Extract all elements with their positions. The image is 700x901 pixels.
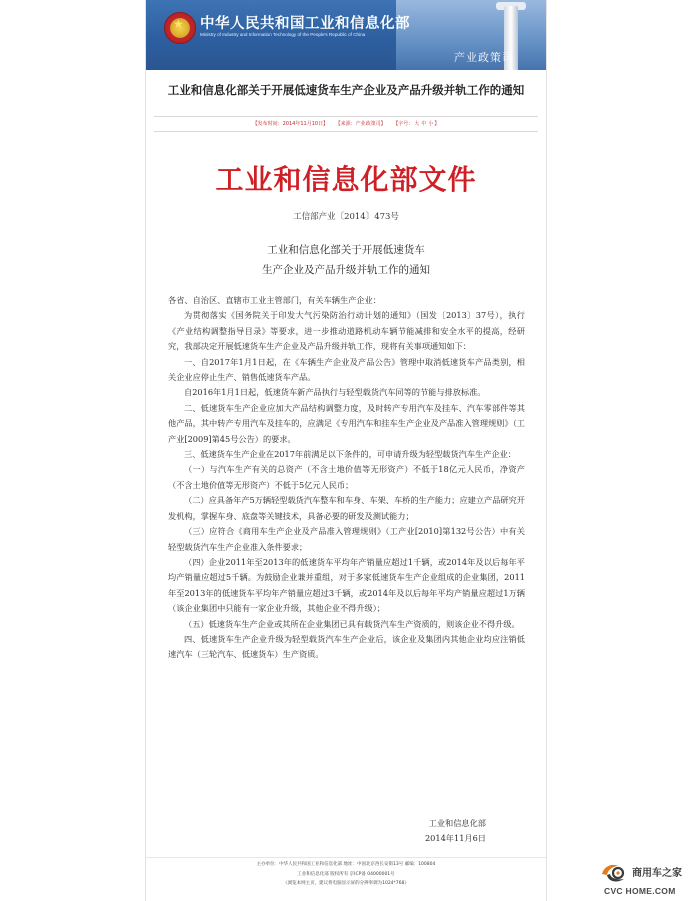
salutation: 各省、自治区、直辖市工业主管部门，有关车辆生产企业： (168, 295, 381, 305)
department-name: 产业政策司 (454, 51, 514, 64)
paragraph: （二）应具备年产5万辆轻型载货汽车整车和车身、车架、车桥的生产能力；应建立产品研究开发机构，掌握车身、底盘等关键技术，具备必要的研发及测试能力； (168, 495, 525, 521)
paragraph: （一）与汽车生产有关的总资产（不含土地价值等无形资产）不低于18亿元人民币，净资产（不含土地价值等无形资产）不低于5亿元人民币； (168, 464, 525, 490)
footer-line-resolution: 《浏览本网主页，建议将电脑显示屏的分辨率调为1024*768》 (283, 881, 409, 886)
publish-source: 【来源：产业政策司】 (335, 121, 386, 127)
document-body (168, 293, 525, 663)
font-size-large-link[interactable]: 大 (414, 121, 420, 127)
watermark-logo-icon (598, 860, 632, 886)
paragraph: （三）应符合《商用车生产企业及产品准入管理规则》（工产业[2010]第132号公告）中有关轻型载货汽车生产企业准入条件要求； (168, 526, 525, 552)
paragraph: 自2016年1月1日起，低速货车新产品执行与轻型载货汽车同等的节能与排放标准。 (184, 387, 486, 398)
ministry-english-title: Ministry of Industry and Information Technology of the People's Republic of China (200, 32, 366, 37)
font-size-end: 】 (434, 121, 440, 127)
paragraph: 二、低速货车生产企业应加大产品结构调整力度，及时转产专用汽车及挂车、汽车零部件等其他产品，其中转产专用汽车及挂车的，应满足《专用汽车和挂车生产企业及产品准入管理规则》（工产业[2009]第45号公告）的要求。 (168, 402, 525, 444)
page-footer (146, 857, 546, 889)
watermark-en: CVC HOME.COM (604, 886, 676, 896)
signature-date: 2014年11月6日 (424, 833, 486, 843)
font-size-switcher (393, 121, 439, 127)
document-page (145, 0, 547, 901)
ministry-title: 中华人民共和国工业和信息化部 (200, 16, 410, 32)
signature-block (146, 816, 486, 846)
paragraph: （四）企业2011年至2013年的低速货车平均年产销量应超过1千辆，或2014年及以后每年平均产销量应超过5千辆。为鼓励企业兼并重组，对于多家低速货车生产企业组成的企业集团，2011年至2013年的低速货车平均年产销量应超过3千辆，或2014年及以后每年平均产销量应超过1万辆（该企业集团中只能有一家企业升级，其他企业不得升级）； (168, 556, 525, 614)
paragraph: 三、低速货车生产企业在2017年前满足以下条件的，可申请升级为轻型载货汽车生产企业： (184, 449, 516, 460)
document-title-line1: 工业和信息化部关于开展低速货车 (267, 244, 425, 256)
font-size-label: 【字号： (393, 121, 414, 127)
notice-heading: 工业和信息化部关于开展低速货车生产企业及产品升级并轨工作的通知 (167, 83, 525, 97)
watermark (598, 856, 698, 900)
paragraph: 为贯彻落实《国务院关于印发大气污染防治行动计划的通知》（国发〔2013〕37号），执行《产业结构调整指导目录》等要求，进一步推动道路机动车辆节能减排和安全水平的提高，经研究，我部决定开展低速货车生产企业及产品升级并轨工作，现将有关事项通知如下： (168, 310, 525, 352)
document-title-line2: 生产企业及产品升级并轨工作的通知 (262, 264, 430, 276)
meta-bar (154, 116, 538, 132)
document-header: 工业和信息化部文件 (215, 163, 477, 196)
paragraph: 一、自2017年1月1日起，在《车辆生产企业及产品公告》管理中取消低速货车产品类别，相关企业应停止生产、销售低速货车产品。 (168, 356, 525, 383)
watermark-cn: 商用车之家 (632, 868, 682, 879)
site-banner (146, 0, 546, 70)
publish-date: 【发布时间：2014年11月10日】 (252, 121, 329, 127)
signature-org: 工业和信息化部 (428, 818, 486, 828)
footer-line-host: 主办单位：中华人民共和国工业和信息化部 地址：中国北京西长安街13号 邮编：100804 (256, 862, 436, 867)
footer-line-copyright: 工业和信息化部 版权所有 京ICP备 04000001号 (297, 871, 395, 877)
paragraph: 四、低速货车生产企业升级为轻型载货汽车生产企业后，该企业及集团内其他企业均应注销低速汽车（三轮汽车、低速货车）生产资质。 (168, 633, 525, 660)
font-size-small-link[interactable]: 小 (428, 121, 434, 127)
document-number: 工信部产业〔2014〕473号 (293, 212, 399, 222)
document-title (146, 240, 546, 280)
font-size-medium-link[interactable]: 中 (421, 121, 427, 127)
national-emblem-icon: ★ (164, 12, 196, 44)
paragraph: （五）低速货车生产企业或其所在企业集团已具有载货汽车生产资质的，则该企业不得升级。 (184, 618, 520, 629)
